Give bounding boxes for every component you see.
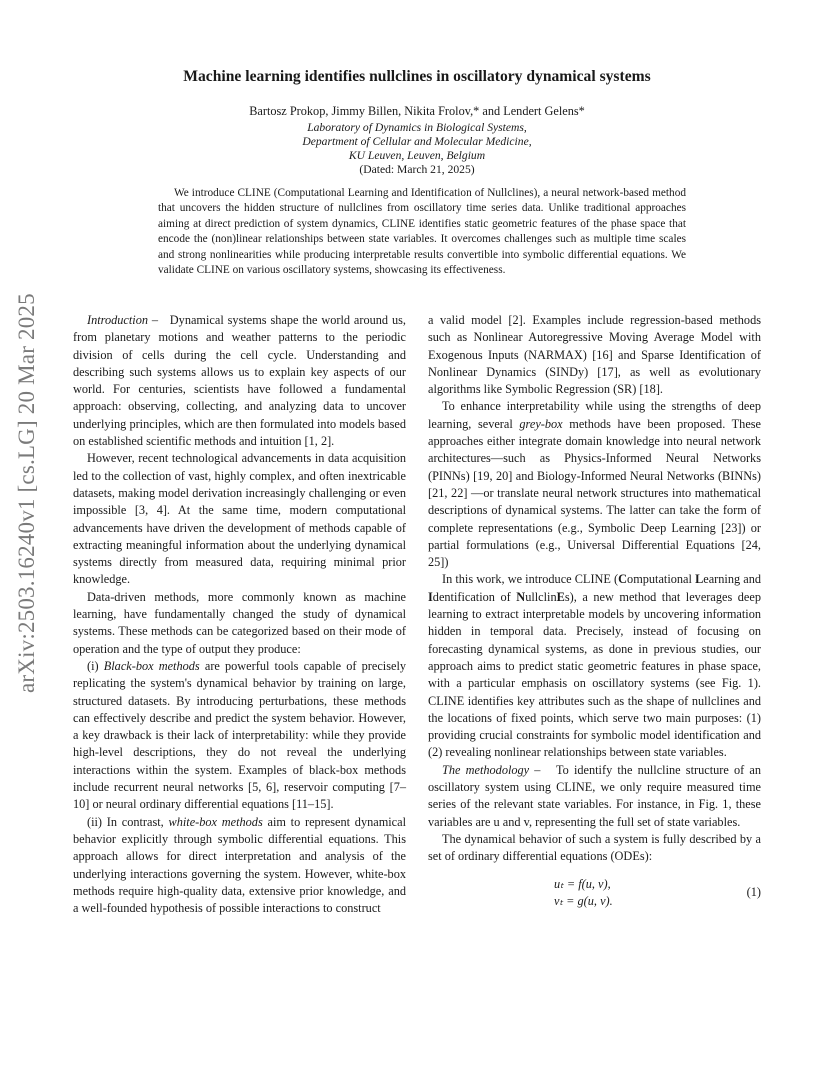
right-column	[428, 312, 761, 922]
affiliation-line-2: Department of Cellular and Molecular Medicine,	[302, 135, 532, 148]
left-column	[73, 312, 406, 917]
affiliation-line-3: KU Leuven, Leuven, Belgium	[348, 149, 486, 162]
paragraph-cline-intro: In this work, we introduce CLINE (Computational Learning and Identification of NullclinEs), a new method that leverages deep learning to extract interpretable models by uncovering information hidden in temporal data. Precisely, instead of focusing on forecasting dynamical systems, as done in previous studies, our approach aims to predict static geometric features in phase space, with a particular emphasis on oscillatory systems (see Fig. 1). CLINE identifies key attributes such as the shape of nullclines and the locations of fixed points, which serve two main purposes: (1) providing crucial constraints for symbolic model identification and (2) revealing nonlinear relationships between state variables.	[428, 572, 762, 760]
date-line: (Dated: March 21, 2025)	[359, 163, 475, 176]
paper-title: Machine learning identifies nullclines in oscillatory dynamical systems	[183, 68, 651, 85]
paragraph-data-driven: Data-driven methods, more commonly known as machine learning, have fundamentally changed the study of dynamical systems. These methods can be categorized based on their mode of operation and the type of output they produce:	[73, 589, 406, 656]
paragraph-methodology: The methodology – To identify the nullcline structure of an oscillatory system using CLINE, we only require measured time series of the relevant state variables. For instance, in Fig. 1, these variables are u and v, representing the full set of state variables.	[428, 762, 762, 829]
term-black-box: Black-box methods	[103, 658, 200, 673]
section-lead-introduction: Introduction –	[87, 313, 159, 327]
equation-number: (1)	[746, 884, 761, 899]
author-list: Bartosz Prokop, Jimmy Billen, Nikita Frolov,* and Lendert Gelens*	[249, 104, 585, 118]
paragraph-data-acquisition: However, recent technological advancements in data acquisition led to the collection of vast, highly complex, and often inextricable datasets, making model derivation increasingly challenging or even impossible [3, 4]. At the same time, modern computational advancements have driven the development of methods capable of extracting meaningful information about the underlying dynamical systems directly from measured data, requiring minimal prior knowledge.	[73, 451, 406, 587]
equation-1	[428, 876, 761, 922]
paragraph-introduction	[73, 312, 406, 450]
section-lead-methodology: The methodology –	[442, 762, 541, 777]
paragraph-continued: a valid model [2]. Examples include regression-based methods such as Nonlinear Autoregressive Moving Average Model with Exogenous Inputs (NARMAX) [16] and Sparse Identification of Nonlinear Dynamics (SINDy) [17], as well as evolutionary algorithms like Symbolic Regression (SR) [18].	[428, 313, 761, 397]
affiliation-line-1: Laboratory of Dynamics in Biological Systems,	[307, 121, 527, 134]
arxiv-identifier: arXiv:2503.16240v1 [cs.LG] 20 Mar 2025	[14, 293, 39, 694]
paragraph-white-box: (ii) In contrast, white-box methods aim to represent dynamical behavior explicitly through symbolic differential equations. This approach allows for direct interpretation and analysis of the underlying interactions governing the system. However, white-box methods require high-quality data, extensive prior knowledge, and a well-founded hypothesis of possible interactions to construct	[73, 814, 407, 916]
paragraph-text: Dynamical systems shape the world around us, from planetary motions and weather patterns to the periodic division of cells during the cell cycle. Understanding and describing such systems allows us to explain key aspects of our world. For centuries, scientists have followed a fundamental approach: observing, collecting, and analyzing data to uncover underlying principles, which are then formulated into models based on established scientific methods and intuition [1, 2].	[73, 313, 406, 449]
paragraph-black-box: (i) Black-box methods are powerful tools capable of precisely replicating the system's dynamical behavior by training on large, structured datasets. By introducing perturbations, these methods can effectively describe and predict the system behavior. However, a key drawback is their lack of interpretability: while they provide high-level descriptions, they do not reveal the underlying interactions within the system. Examples of black-box methods include recurrent neural networks [5, 6], reservoir computing [7–10] or neural ordinary differential equations [11–15].	[73, 658, 407, 812]
equation-line-u: uₜ = f(u, v),	[554, 876, 611, 891]
equation-line-v: vₜ = g(u, v).	[554, 894, 613, 908]
abstract: We introduce CLINE (Computational Learning and Identification of Nullclines), a neural network-based method that uncovers the hidden structure of nullclines from oscillatory time series data. Unlike traditional approaches aiming at direct prediction of system dynamics, CLINE identifies static geometric features of the phase space that encode the (non)linear relationships between state variables. It overcomes challenges such as multiple time scales and strong nonlinearities while producing interpretable results convertible into symbolic differential equations. We validate CLINE on various oscillatory systems, showcasing its effectiveness.	[158, 187, 686, 277]
term-white-box: white-box methods	[168, 814, 263, 829]
paragraph-odes: The dynamical behavior of such a system is fully described by a set of ordinary differential equations (ODEs):	[428, 831, 761, 864]
term-grey-box: grey-box	[519, 416, 563, 431]
paragraph-grey-box: To enhance interpretability while using the strengths of deep learning, several grey-box methods have been proposed. These approaches either integrate domain knowledge into neural network architectures—such as Physics-Informed Neural Networks (PINNs) [19, 20] and Biology-Informed Neural Networks (BINNs) [21, 22] —or translate neural network structures into mathematical descriptions of dynamical systems. The latter can take the form of complete representations (e.g., Symbolic Deep Learning [23]) or partial formulations (e.g., Universal Differential Equations [24, 25])	[428, 399, 762, 570]
